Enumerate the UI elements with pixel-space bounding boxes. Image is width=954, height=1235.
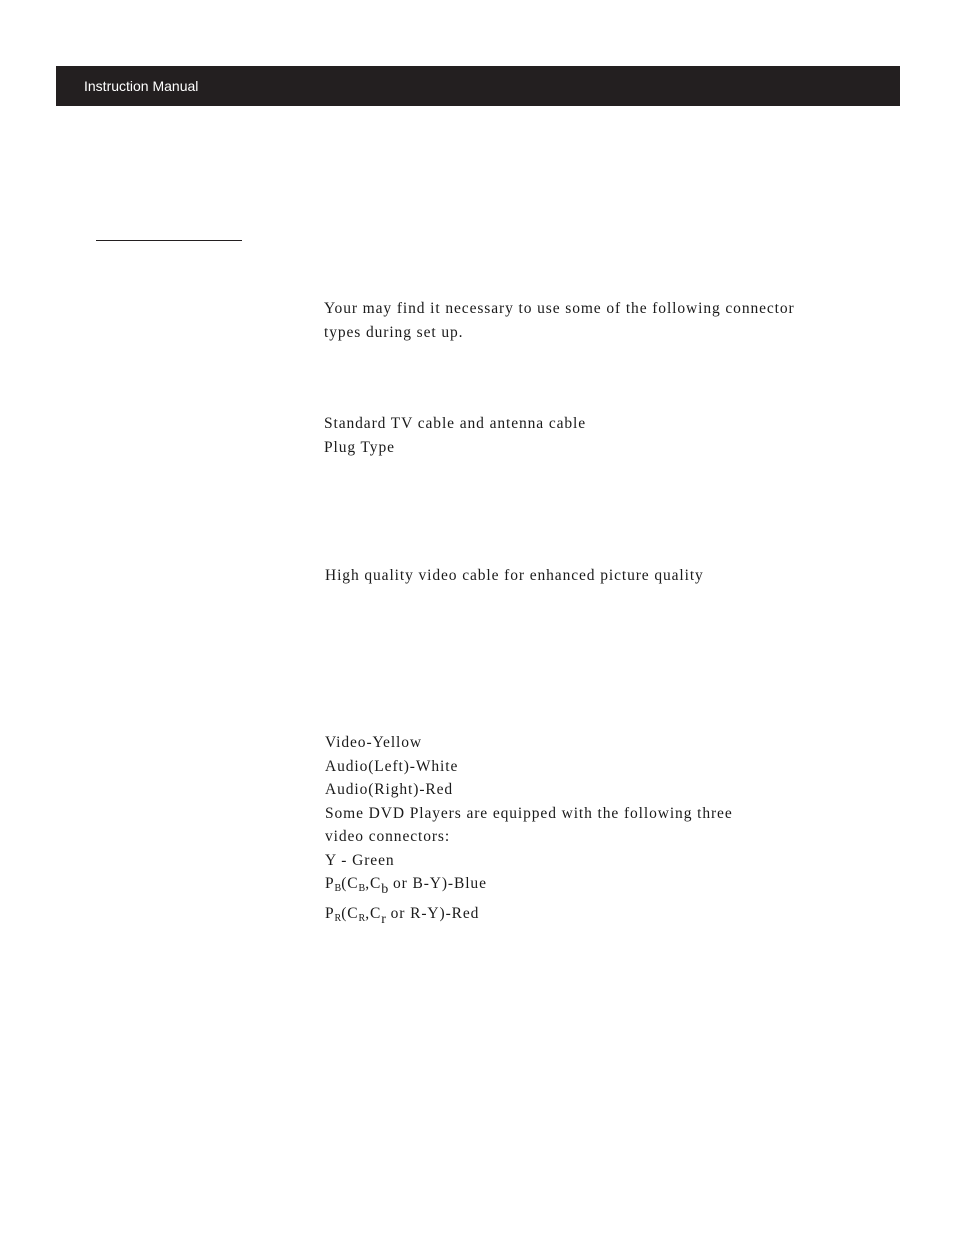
pr-cr-subscript: R: [358, 912, 366, 924]
rca-list-item: Y - Green: [325, 851, 395, 869]
rca-connector-list: [325, 731, 733, 931]
rca-list-item: Some DVD Players are equipped with the following three: [325, 804, 733, 822]
header-title: Instruction Manual: [84, 78, 199, 94]
pb-comma: ,C: [365, 875, 382, 892]
pb-subscript: B: [334, 883, 342, 894]
rca-list-item: Video-Yellow: [325, 734, 422, 751]
pr-letter: P: [325, 904, 335, 922]
rca-list-item: Audio(Left)-White: [325, 757, 459, 775]
pb-cb-subscript: B: [358, 883, 366, 894]
pb-letter: P: [325, 875, 335, 892]
coaxial-cable-line: Standard TV cable and antenna cable: [324, 415, 587, 432]
intro-paragraph: [324, 297, 795, 344]
pb-rest: or B-Y)-Blue: [388, 875, 487, 892]
rca-list-item: Audio(Right)-Red: [325, 781, 454, 798]
section-heading-rule: [96, 240, 242, 241]
pb-open: (C: [341, 875, 359, 892]
pb-cb-lower-subscript: b: [381, 882, 389, 897]
pr-rest: or R-Y)-Red: [385, 904, 480, 922]
pb-connector-line: [325, 872, 733, 902]
intro-line: types during set up.: [324, 323, 464, 341]
pr-subscript: R: [334, 912, 342, 924]
rca-list-item: video connectors:: [325, 828, 451, 845]
intro-line: Your may find it necessary to use some of the following connector: [324, 300, 795, 317]
header-bar: [56, 66, 900, 106]
pr-cr-lower-subscript: r: [381, 911, 386, 927]
pr-comma: ,C: [365, 904, 382, 922]
coaxial-plug-type-line: Plug Type: [324, 438, 395, 456]
coaxial-cable-description: [324, 412, 586, 459]
pr-open: (C: [341, 904, 359, 922]
svideo-cable-description: [325, 564, 704, 588]
svideo-cable-line: High quality video cable for enhanced picture quality: [325, 567, 704, 584]
pr-connector-line: [325, 902, 733, 932]
